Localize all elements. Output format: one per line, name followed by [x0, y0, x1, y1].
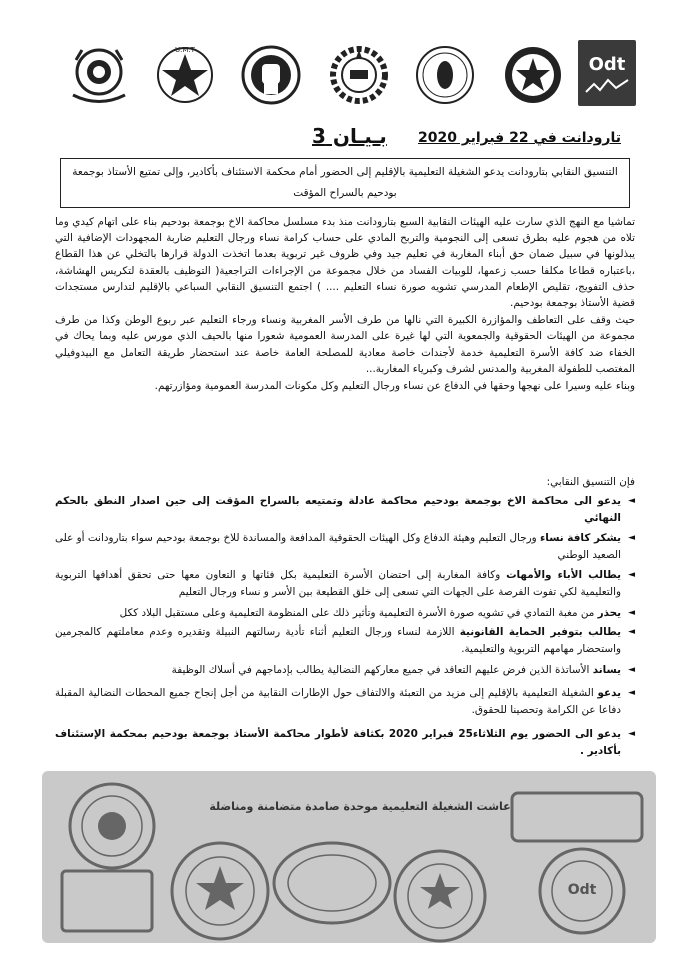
demand-item — [55, 493, 635, 527]
demand-bold: يطالب بتوفير الحماية القانونية — [459, 626, 621, 638]
logo-umt-text: U.M.T — [175, 46, 195, 54]
demand-item — [55, 567, 635, 601]
demand-item — [55, 530, 635, 564]
statement-body — [55, 214, 635, 395]
demand-bold: يساند — [592, 664, 621, 676]
demand-bold: يدعو — [597, 687, 621, 699]
logo-umt — [154, 40, 216, 110]
logo-umt-star — [502, 40, 564, 110]
headline-box: التنسيق النقابي بتارودانت يدعو الشغيلة التعليمية بالإقليم إلى الحضور أمام محكمة الاستئناف بأكادير، وإلى تمتيع الأستاذ بوجمعة بودحيم بالسراح المؤقت — [60, 158, 630, 208]
demand-text: ورجال التعليم وهيئة الدفاع وكل الهيئات الحقوقية المدافعة والمساندة للاخ بوجمعة بودحيم سواء بتارودانت أو على الصعيد الوطني — [55, 532, 621, 561]
demand-bold: يطالب الأباء والأمهات — [506, 569, 622, 581]
demand-item — [55, 662, 635, 679]
paragraph-3: وبناء عليه وسيرا على نهجها وحقها في الدفاع عن نساء ورجال التعليم وكل مكونات المدرسة العمومية ومؤازرتهم. — [154, 380, 635, 393]
stamps-panel — [42, 771, 656, 943]
logo-odt-text: Odt — [588, 54, 626, 75]
stamps-graphic — [42, 771, 656, 943]
demand-text: اللازمة لنساء ورجال التعليم أثناء تأدية رسالتهم النبيلة وتقديره وعدم معاملتهم كالمجرمين واستحضار مهامهم التربوية والتعليمية. — [55, 626, 621, 655]
logo-fist — [240, 40, 302, 110]
logo-union-1 — [68, 40, 130, 110]
list-intro: فإن التنسيق النقابي: — [546, 476, 635, 488]
demand-text: من مغبة التمادي في تشويه صورة الأسرة التعليمية وتأثير ذلك على المنظومة التعليمية وعلى مستقبل البلاد ككل — [119, 607, 598, 619]
stamps-banner: عاشت الشغيلة التعليمية موحدة صامدة متضامنة ومناضلة — [209, 800, 511, 813]
demand-text: الأساتذة الذين فرض عليهم التعاقد في جميع معاركهم النضالية يطالب بإدماجهم في أسلاك الوظيفة — [171, 664, 593, 676]
demand-item — [55, 685, 635, 719]
demand-bold: يحذر — [597, 607, 621, 619]
demand-text: وكافة المغاربة إلى احتضان الأسرة التعليمية بكل فئاتها و التعاون معها حتى تحقق أهدافها التربوية والتعليمية لكي تفوت الفرصة على الجهات التي تسعى إلى خلق القطيعة بين الأسر و نساء ورجال التعليم — [55, 569, 621, 598]
statement-date: تارودانت في 22 فبراير 2020 — [418, 130, 621, 146]
logo-cdt — [328, 40, 390, 110]
paragraph-2: حيث وقف على التعاطف والمؤازرة الكبيرة التي نالها من طرف الأسر المغربية ونساء ورجاء التعليم عبر ربوع الوطن وكذا من طرف مجموعة من الهيئات الحقوقية والجمعوية التي لها غيرة على المدرسة العمومية شعورا منها بالحيف الذي مورس عليه وبما يحاك في الخفاء ضد كافة الأسرة التعليمية خدمة لأجندات خاصة معادية للمصلحة العامة خاصة عند استحضار طريقة التعامل مع البيدوفيلي المغتصب للطفولة المغربية والمدنس لشرف وكبرياء المغاربة... — [55, 314, 635, 375]
demand-bold: يدعو الى محاكمة الاخ بوجمعة بودحيم محاكمة عادلة وتمتيعه بالسراح المؤقت إلى حين اصدار النطق بالحكم النهائي — [55, 495, 621, 524]
demand-text: الشغيلة التعليمية بالإقليم إلى مزيد من التعبئة والالتفاف حول الإطارات النقابية من أجل إنجاح جميع المحطات النضالية المقبلة دفاعا عن الكرامة وتحصينا للحقوق. — [55, 687, 621, 716]
demand-item — [55, 605, 635, 622]
logos-row — [50, 40, 635, 120]
paragraph-1: تماشيا مع النهج الذي سارت عليه الهيئات النقابية السبع بتارودانت منذ بدء مسلسل محاكمة الاخ بوجمعة بودحيم بناء على اتهام كيدي وما تلاه من هجوم عليه بطرق تسعى إلى النجومية والتربح المادي على حساب كرامة نساء ورجال التعليم ضاربة المجهودات الإضافية التي يبذلونها في سبيل ضمان حق أبناء المغاربة في تعليم جيد وفي ظروف غير تربوية بعدما اتخذت الدولة قرارها بالتخلي عن هذا القطاع ،باعتباره قطاعا مكلفا حسب زعمها، للوبيات الفساد من خلال مجموعة من الإجراءات التراجعية( التوظيف بالعقدة لتكريس الهشاشة، حذف التفويج، تقليص الإطعام المدرسي تشويه صورة نساء التعليم .... ) اجتمع التنسيق النقابي السباعي بالإقليم لتدارس مستجدات قضية الأستاذ بوجمعة بودحيم. — [55, 216, 635, 310]
logo-odt — [578, 40, 636, 106]
logo-fne — [414, 40, 476, 110]
statement-title: بـيـان 3 — [312, 124, 387, 148]
stamp-odt-text: Odt — [567, 882, 597, 898]
demand-item — [55, 624, 635, 658]
demand-bold: يدعو الى الحضور يوم الثلاثاء25 فبراير 2020 بكثافة لأطوار محاكمة الأستاذ بوجمعة بودحيم بمحكمة الإستئناف بأكادير . — [55, 728, 622, 757]
demand-bold: يشكر كافة نساء — [539, 532, 621, 544]
demand-item — [55, 726, 635, 760]
